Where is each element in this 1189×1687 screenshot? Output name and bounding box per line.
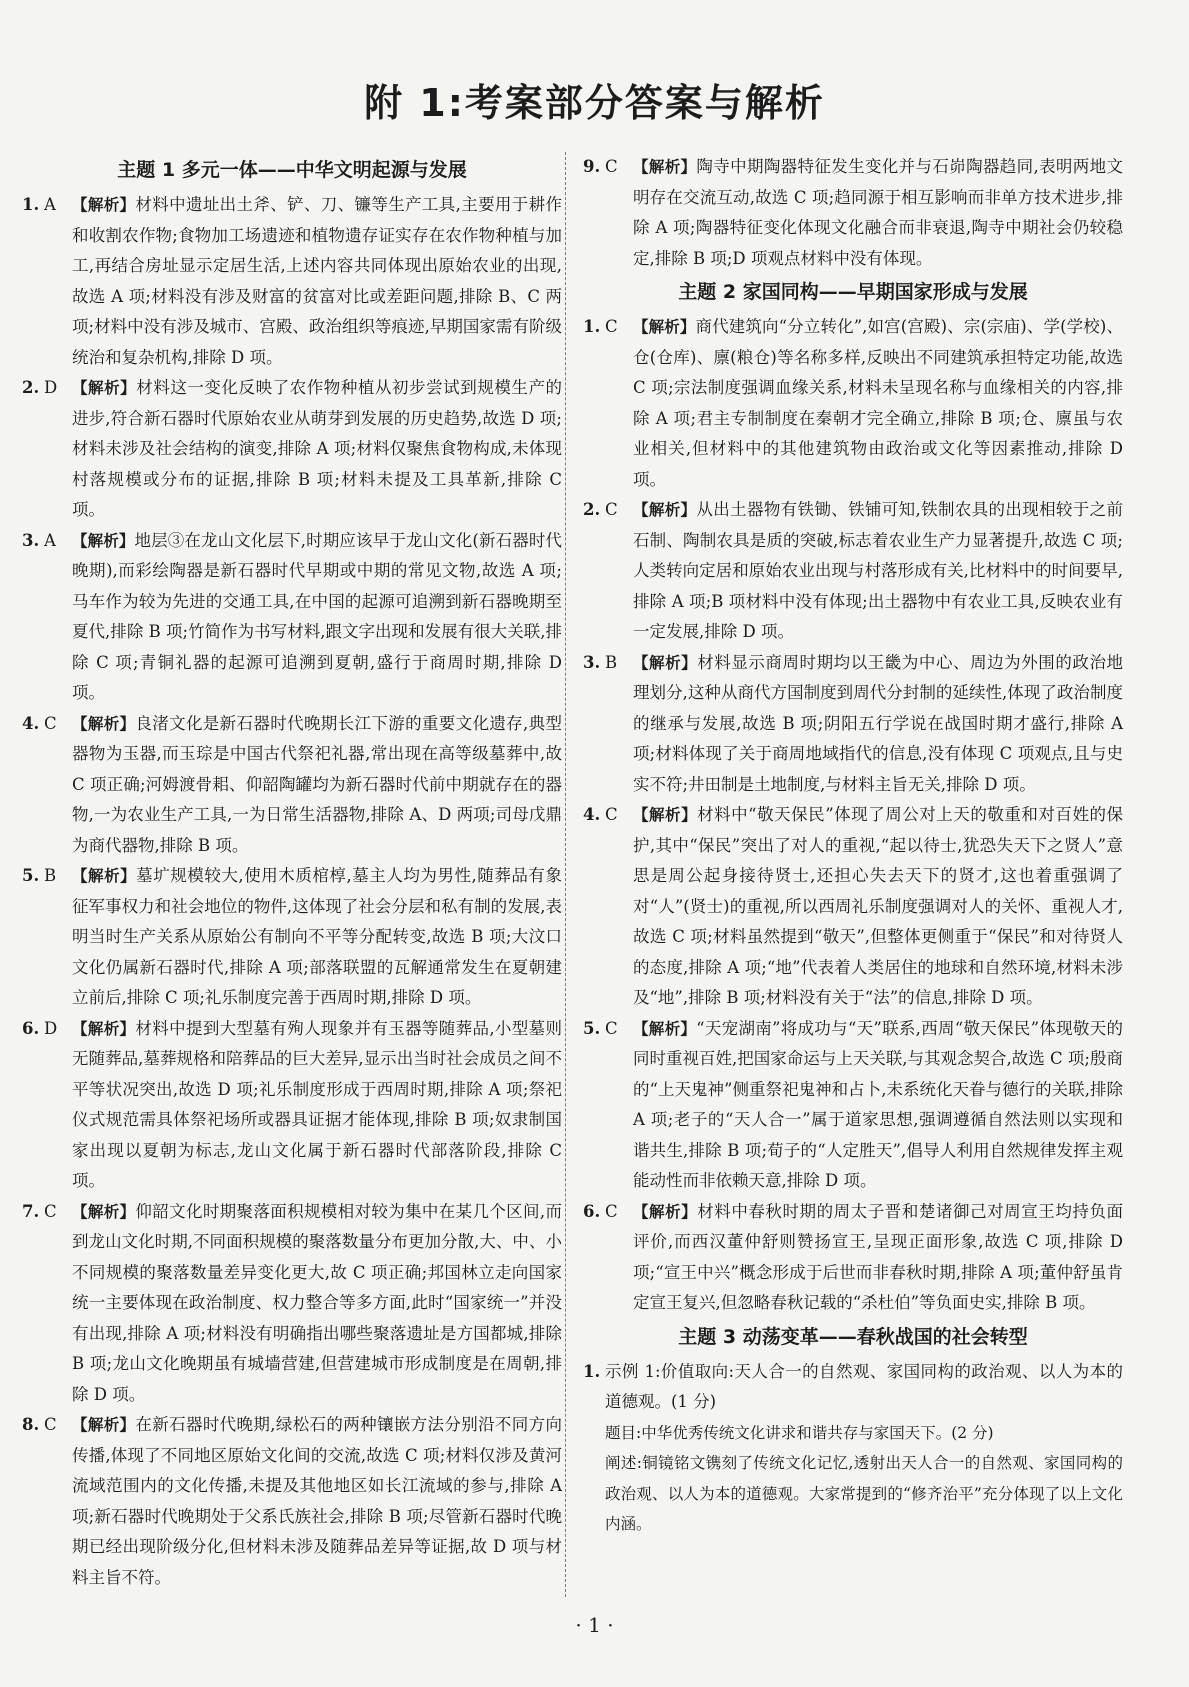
answer-explanation xyxy=(633,1197,1123,1319)
analysis-tag: 【解析】 xyxy=(633,1019,697,1038)
answer-sub-line: 题目:中华优秀传统文化讲求和谐共存与家国天下。(2 分) xyxy=(605,1423,994,1442)
answer-choice: C xyxy=(605,157,618,176)
answer-explanation xyxy=(72,861,562,1014)
answer-choice: C xyxy=(605,500,618,519)
analysis-tag: 【解析】 xyxy=(633,501,697,519)
explanation-text: 从出土器物有铁锄、铁铺可知,铁制农具的出现相较于之前石制、陶制农具是质的突破,标志着农业生产力显著提升,故选 C 项;人类转向定居和原始农业出现与村落形成有关,比材料中的时间要早,排除 A 项;B 项材料中没有体现;出土器物中有农业工具,反映农业有一定发展,排除 D 项。 xyxy=(633,500,1123,641)
answer-item xyxy=(22,1410,562,1593)
analysis-tag: 【解析】 xyxy=(72,714,136,733)
answer-explanation xyxy=(633,648,1123,801)
explanation-text: 商代建筑向“分立转化”,如宫(宫殿)、宗(宗庙)、学(学校)、仓(仓库)、廪(粮仓)等名称多样,反映出不同建筑承担特定功能,故选 C 项;宗法制度强调血缘关系,材料未呈现名称与血缘相关的内容,排除 A 项;君主专制制度在秦朝才完全确立,排除 B 项;仓、廪虽与农业相关,但材料中的其他建筑物由政治或文化等因素推动,排除 D 项。 xyxy=(633,317,1123,489)
answer-explanation xyxy=(72,373,562,526)
answer-explanation xyxy=(72,1197,562,1411)
explanation-text: 仰韶文化时期聚落面积规模相对较为集中在某几个区间,而到龙山文化时期,不同面积规模的聚落数量分布更加分散,大、中、小不同规模的聚落数量差异变化更大,故 C 项正确;邦国林立走向国家统一主要体现在政治制度、权力整合等多方面,此时“国家统一”并没有出现,排除 A 项;材料没有明确指出哪些聚落遗址是方国都城,排除 B 项;龙山文化晚期虽有城墙营建,但营建城市形成制度是在周朝,排除 D 项。 xyxy=(72,1201,562,1404)
answer-explanation xyxy=(72,1014,562,1197)
answer-number: 1. xyxy=(22,195,40,214)
answer-number: 8. xyxy=(22,1415,40,1434)
answer-choice: C xyxy=(605,1201,618,1221)
answer-number: 2. xyxy=(583,500,601,519)
answer-item xyxy=(22,1197,562,1411)
analysis-tag: 【解析】 xyxy=(633,1202,698,1221)
answer-item xyxy=(583,152,1123,274)
explanation-text: 陶寺中期陶器特征发生变化并与石峁陶器趋同,表明两地文明存在交流互动,故选 C 项;趋同源于相互影响而非单方技术进步,排除 A 项;陶器特征变化体现文化融合而非衰退,陶寺中期社会仍较稳定,排除 B 项;D 项观点材料中没有体现。 xyxy=(633,157,1123,268)
answer-choice: C xyxy=(44,1415,57,1434)
answer-choice: B xyxy=(605,652,618,672)
answer-explanation xyxy=(72,190,562,373)
topic-heading-2: 主题 2 家国同构——早期国家形成与发展 xyxy=(678,281,1028,303)
topic-heading-3: 主题 3 动荡变革——春秋战国的社会转型 xyxy=(678,1325,1028,1348)
answer-item xyxy=(583,495,1123,648)
answer-choice: C xyxy=(605,805,618,824)
analysis-tag: 【解析】 xyxy=(72,867,137,885)
answer-number: 5. xyxy=(22,866,40,885)
explanation-text: 地层③在龙山文化层下,时期应该早于龙山文化(新石器时代晚期),而彩绘陶器是新石器时代早期或中期的常见文物,故选 A 项;马车作为较为先进的交通工具,在中国的起源可追溯到新石器晚期至夏代,排除 B 项;竹简作为书写材料,跟文字出现和发展有很大关联,排除 C 项;青铜礼器的起源可追溯到夏朝,盛行于商周时期,排除 D 项。 xyxy=(72,530,562,702)
answer-number: 7. xyxy=(22,1201,40,1221)
answer-explanation xyxy=(633,800,1123,1014)
answer-choice: A xyxy=(44,195,56,214)
explanation-text: “天宠湖南”将成功与“天”联系,西周“敬天保民”体现敬天的同时重视百姓,把国家命运与上天关联,与其观念契合,故选 C 项;殷商的“上天鬼神”侧重祭祀鬼神和占卜,未系统化天眷与德行的关联,排除 A 项;老子的“天人合一”属于道家思想,强调遵循自然法则以实现和谐共生,排除 B 项;荀子的“人定胜天”,倡导人利用自然规律发挥主观能动性而非依赖天意,排除 D 项。 xyxy=(633,1018,1123,1190)
analysis-tag: 【解析】 xyxy=(72,379,137,397)
answer-number: 5. xyxy=(583,1018,601,1038)
explanation-text: 材料中“敬天保民”体现了周公对上天的敬重和对百姓的保护,其中“保民”突出了对人的重视,“起以待士,犹恐失天下之贤人”意思是周公起身接待贤士,还担心失去天下的贤才,这也着重强调了对“人”(贤士)的重视,所以西周礼乐制度强调对人的关怀、重视人才,故选 C 项;材料虽然提到“敬天”,但整体更侧重于“保民”和对待贤人的态度,排除 A 项;“地”代表着人类居住的地球和自然环境,材料未涉及“地”,排除 B 项;材料没有关于“法”的信息,排除 D 项。 xyxy=(633,805,1123,1007)
answer-item xyxy=(22,709,562,862)
answer-choice: C xyxy=(44,1201,57,1221)
explanation-text: 材料显示商周时期均以王畿为中心、周边为外围的政治地理划分,这种从商代方国制度到周代分封制的延续性,体现了政治制度的继承与发展,故选 B 项;阴阳五行学说在战国时期才盛行,排除 A 项;材料体现了关于商周地域指代的信息,没有体现 C 项观点,且与史实不符;井田制是土地制度,与材料主旨无关,排除 D 项。 xyxy=(633,652,1123,794)
answer-number: 4. xyxy=(583,805,601,824)
answer-choice: D xyxy=(44,378,58,397)
right-column xyxy=(583,152,1123,1540)
answer-item xyxy=(22,526,562,709)
explanation-text: 墓圹规模较大,使用木质棺椁,墓主人均为男性,随葬品有象征军事权力和社会地位的物件,这体现了社会分层和私有制的发展,表明当时生产关系从原始公有制向不平等分配转变,故选 B 项;大汶口文化仍属新石器时代,排除 A 项;部落联盟的瓦解通常发生在夏朝建立前后,排除 C 项;礼乐制度完善于西周时期,排除 D 项。 xyxy=(72,866,562,1007)
answer-choice: C xyxy=(605,317,618,336)
left-column xyxy=(22,152,562,1593)
analysis-tag: 【解析】 xyxy=(72,1202,136,1221)
answer-number: 9. xyxy=(583,157,601,176)
page-number: · 1 · xyxy=(575,1613,614,1637)
answer-explanation xyxy=(633,152,1123,274)
answer-number: 1. xyxy=(583,317,601,336)
answer-item xyxy=(583,800,1123,1014)
column-divider xyxy=(565,152,566,1597)
explanation-text: 材料中春秋时期的周太子晋和楚诸御己对周宣王均持负面评价,而西汉董仲舒则赞扬宣王,呈现正面形象,故选 C 项,排除 D 项;“宣王中兴”概念形成于后世而非春秋时期,排除 A 项;董仲舒虽肯定宣王复兴,但忽略春秋记载的“杀杜伯”等负面史实,排除 B 项。 xyxy=(633,1201,1123,1312)
answer-number: 3. xyxy=(583,652,601,672)
answer-item xyxy=(583,312,1123,495)
page-title: 附 1:考案部分答案与解析 xyxy=(364,81,825,125)
answer-choice: B xyxy=(44,866,57,885)
analysis-tag: 【解析】 xyxy=(633,653,698,672)
answer-number: 6. xyxy=(22,1018,40,1038)
analysis-tag: 【解析】 xyxy=(633,806,698,824)
answer-item xyxy=(583,1357,1123,1418)
answer-explanation xyxy=(72,709,562,862)
analysis-tag: 【解析】 xyxy=(72,196,136,214)
answer-number: 6. xyxy=(583,1201,601,1221)
answer-number: 3. xyxy=(22,530,40,550)
answer-item xyxy=(22,190,562,373)
answer-item xyxy=(583,1197,1123,1319)
answer-sub-line: 阐述:铜镜铭文镌刻了传统文化记忆,透射出天人合一的自然观、家国同构的政治观、以人为本的道德观。大家常提到的“修齐治平”充分体现了以上文化内涵。 xyxy=(605,1454,1123,1533)
analysis-tag: 【解析】 xyxy=(72,531,135,550)
explanation-text: 在新石器时代晚期,绿松石的两种镶嵌方法分别沿不同方向传播,体现了不同地区原始文化间的交流,故选 C 项;材料仅涉及黄河流域范围内的文化传播,未提及其他地区如长江流域的参与,排除 A 项;新石器时代晚期处于父系氏族社会,排除 B 项;尽管新石器时代晚期已经出现阶级分化,但材料未涉及随葬品差异等证据,故 D 项与材料主旨不符。 xyxy=(72,1415,562,1587)
answer-number: 1. xyxy=(583,1361,601,1381)
analysis-tag: 【解析】 xyxy=(633,318,696,336)
answer-item xyxy=(22,861,562,1014)
explanation-text: 材料中遗址出土斧、铲、刀、镰等生产工具,主要用于耕作和收割农作物;食物加工场遗迹和植物遗存证实存在农作物种植与加工,再结合房址显示定居生活,上述内容共同体现出原始农业的出现,故选 A 项;材料没有涉及财富的贫富对比或差距问题,排除 B、C 两项;材料中没有涉及城市、宫殿、政治组织等痕迹,早期国家需有阶级统治和复杂机构,排除 D 项。 xyxy=(72,195,562,367)
answer-item xyxy=(22,373,562,526)
answer-choice: C xyxy=(605,1018,618,1038)
left-answer-list xyxy=(22,190,562,1593)
answer-explanation xyxy=(72,1410,562,1593)
answer-item xyxy=(583,1014,1123,1197)
answer-explanation xyxy=(633,495,1123,648)
right-answer-list-topic2 xyxy=(583,312,1123,1319)
answer-choice: D xyxy=(44,1018,58,1038)
answer-choice: A xyxy=(44,530,56,550)
answer-explanation xyxy=(633,312,1123,495)
answer-item xyxy=(22,1014,562,1197)
right-answer-list-top xyxy=(583,152,1123,274)
explanation-text: 良渚文化是新石器时代晚期长江下游的重要文化遗存,典型器物为玉器,而玉琮是中国古代祭祀礼器,常出现在高等级墓葬中,故 C 项正确;河姆渡骨耜、仰韶陶罐均为新石器时代前中期就存在的器物,一为农业生产工具,一为日常生活器物,排除 A、D 两项;司母戊鼎为商代器物,排除 B 项。 xyxy=(72,713,562,855)
topic-heading-1: 主题 1 多元一体——中华文明起源与发展 xyxy=(117,159,467,181)
answer-text: 示例 1:价值取向:天人合一的自然观、家国同构的政治观、以人为本的道德观。(1 分) xyxy=(605,1361,1123,1411)
answer-item xyxy=(583,648,1123,801)
answer-number: 2. xyxy=(22,378,40,397)
answer-choice: C xyxy=(44,713,57,733)
answer-explanation xyxy=(72,526,562,709)
explanation-text: 材料中提到大型墓有殉人现象并有玉器等随葬品,小型墓则无随葬品,墓葬规格和陪葬品的巨大差异,显示出当时社会成员之间不平等状况突出,故选 D 项;礼乐制度形成于西周时期,排除 A 项;祭祀仪式规范需具体祭祀场所或器具证据才能体现,排除 B 项;奴隶制国家出现以夏朝为标志,龙山文化属于新石器时代部落阶段,排除 C 项。 xyxy=(72,1018,562,1190)
analysis-tag: 【解析】 xyxy=(72,1019,136,1038)
analysis-tag: 【解析】 xyxy=(633,158,697,176)
analysis-tag: 【解析】 xyxy=(72,1416,136,1434)
answer-explanation xyxy=(633,1014,1123,1197)
explanation-text: 材料这一变化反映了农作物种植从初步尝试到规模生产的进步,符合新石器时代原始农业从萌芽到发展的历史趋势,故选 D 项;材料未涉及社会结构的演变,排除 A 项;材料仅聚焦食物构成,未体现村落规模或分布的证据,排除 B 项;材料未提及工具革新,排除 C 项。 xyxy=(72,378,562,519)
answer-number: 4. xyxy=(22,713,40,733)
right-answer-sublist xyxy=(583,1418,1123,1540)
